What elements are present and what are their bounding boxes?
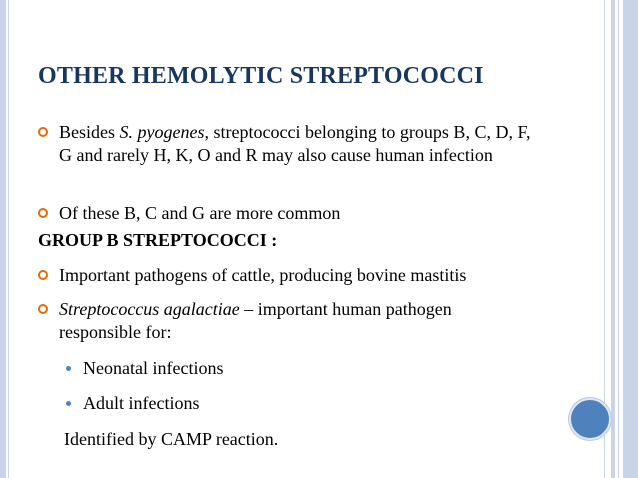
sub-bullet-text: Adult infections <box>83 393 200 413</box>
dot-bullet-icon <box>66 366 71 371</box>
left-border-stripe <box>0 0 6 478</box>
dot-bullet-icon <box>66 401 71 406</box>
bullet-text-rest: , streptococci belonging to groups B, C, D, F, G and rarely H, K, O and R may also cause human infection <box>59 122 531 165</box>
bullet-text: Important pathogens of cattle, producing bovine mastitis <box>59 265 467 285</box>
right-border-stripe <box>611 0 615 478</box>
ring-bullet-icon <box>38 127 48 137</box>
ring-bullet-icon <box>38 270 48 280</box>
bullet-text: Of these B, C and G are more common <box>59 203 341 223</box>
section-heading: GROUP B STREPTOCOCCI : <box>38 230 278 250</box>
bullet-text-italic: S. pyogenes <box>119 122 205 142</box>
right-border-line-2 <box>618 0 619 478</box>
right-border-band <box>623 0 638 478</box>
sub-bullet-text: Neonatal infections <box>83 358 224 378</box>
closing-line: Identified by CAMP reaction. <box>64 429 279 449</box>
ring-bullet-icon <box>38 304 48 314</box>
bullet-text <box>59 298 489 344</box>
decorative-circle <box>569 398 611 440</box>
left-border-line <box>8 0 9 478</box>
slide-title: OTHER HEMOLYTIC STREPTOCOCCI <box>38 63 484 89</box>
ring-bullet-icon <box>38 208 48 218</box>
bullet-text-rest: – important human pathogen responsible for: <box>59 299 452 342</box>
bullet-text <box>59 121 539 167</box>
bullet-text-italic: Streptococcus agalactiae <box>59 299 240 319</box>
bullet-text-prefix: Besides <box>59 122 120 142</box>
